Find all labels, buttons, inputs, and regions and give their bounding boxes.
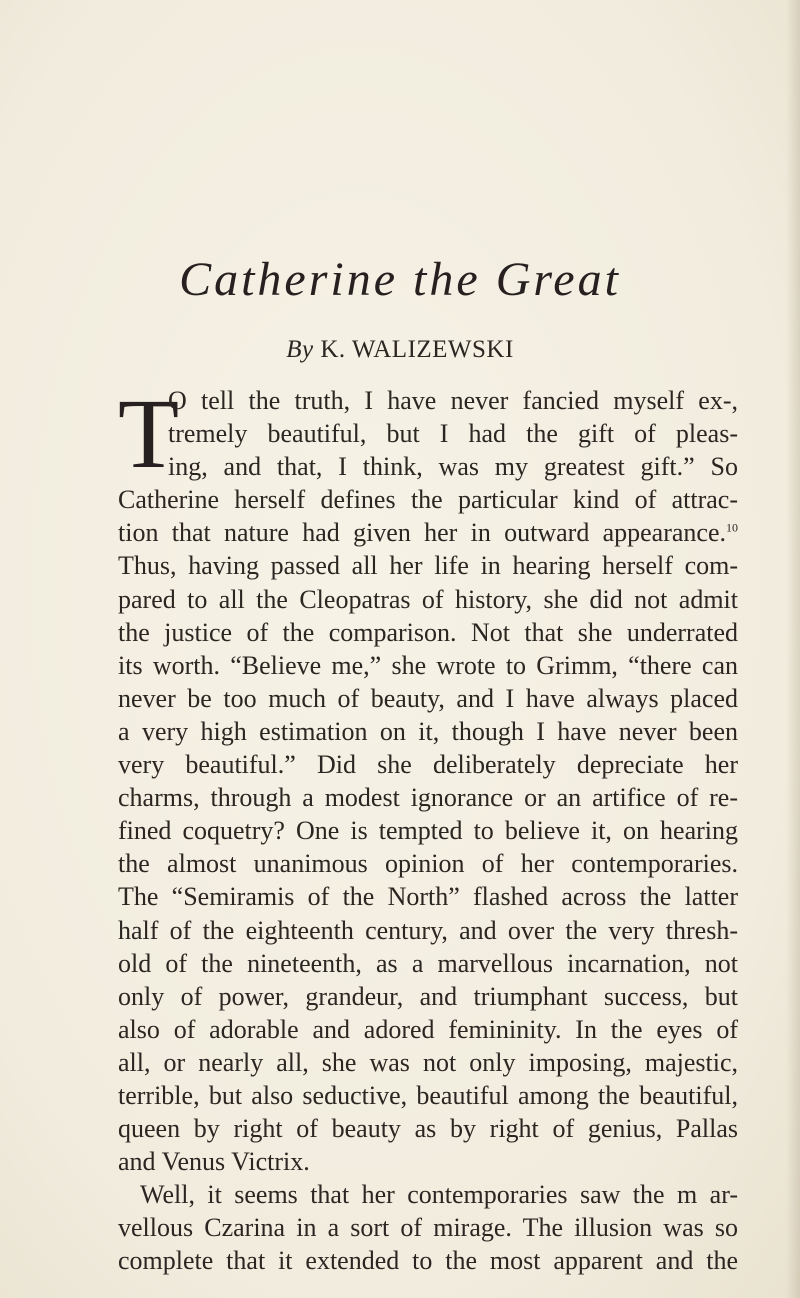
text-line: also of adorable and adored femininity. In the eyes of [118, 1014, 738, 1044]
text-line: its worth. “Believe me,” she wrote to Grimm, “there can [118, 650, 738, 680]
text-line: fined coquetry? One is tempted to believe it, on hearing [118, 816, 738, 846]
byline-author: K. WALIZEWSKI [320, 336, 514, 363]
text-line: ing, and that, I think, was my greatest gift.” So [168, 452, 738, 482]
text-line: never be too much of beauty, and I have always placed [118, 683, 738, 713]
text-line: only of power, grandeur, and triumphant success, but [118, 981, 738, 1011]
text-line: terrible, but also seductive, beautiful among the beautiful, [118, 1080, 738, 1110]
text-line: vellous Czarina in a sort of mirage. The illusion was so [118, 1213, 738, 1243]
chapter-title: Catherine the Great [179, 253, 621, 306]
text-line: a very high estimation on it, though I have never been [118, 716, 738, 746]
text-line-with-footnote [118, 516, 738, 549]
text-line: all, or nearly all, she was not only imposing, majestic, [118, 1047, 738, 1077]
text-line: very beautiful.” Did she deliberately depreciate her [118, 750, 738, 780]
text-line: O tell the truth, I have never fancied myself ex-, [168, 386, 738, 415]
drop-cap: T [118, 378, 180, 489]
text-line: pared to all the Cleopatras of history, she did not admit [118, 584, 738, 614]
text-line: tion that nature had given her in outward appearance. [118, 518, 726, 548]
text-line: Well, it seems that her contemporaries saw the m ar- [140, 1180, 738, 1210]
text-line: the justice of the comparison. Not that she underrated [118, 617, 738, 647]
text-line: tremely beautiful, but I had the gift of pleas- [168, 419, 738, 449]
byline-by: By [286, 336, 314, 363]
footnote-marker: 10 [726, 520, 738, 535]
text-line: the almost unanimous opinion of her contemporaries. [118, 849, 738, 879]
text-line: old of the nineteenth, as a marvellous incarnation, not [118, 948, 738, 978]
text-line: complete that it extended to the most apparent and the [118, 1246, 738, 1276]
text-line: queen by right of beauty as by right of genius, Pallas [118, 1114, 738, 1144]
body-text [118, 378, 738, 1278]
text-line: half of the eighteenth century, and over the very thresh- [118, 915, 738, 945]
text-line: The “Semiramis of the North” flashed across the latter [118, 882, 738, 912]
text-line: Catherine herself defines the particular kind of attrac- [118, 485, 738, 515]
text-line: and Venus Victrix. [118, 1147, 310, 1177]
page-edge-shadow [786, 0, 800, 1298]
byline [0, 336, 800, 364]
text-line: Thus, having passed all her life in hearing herself com- [118, 551, 738, 581]
text-line: charms, through a modest ignorance or an artifice of re- [118, 783, 738, 813]
